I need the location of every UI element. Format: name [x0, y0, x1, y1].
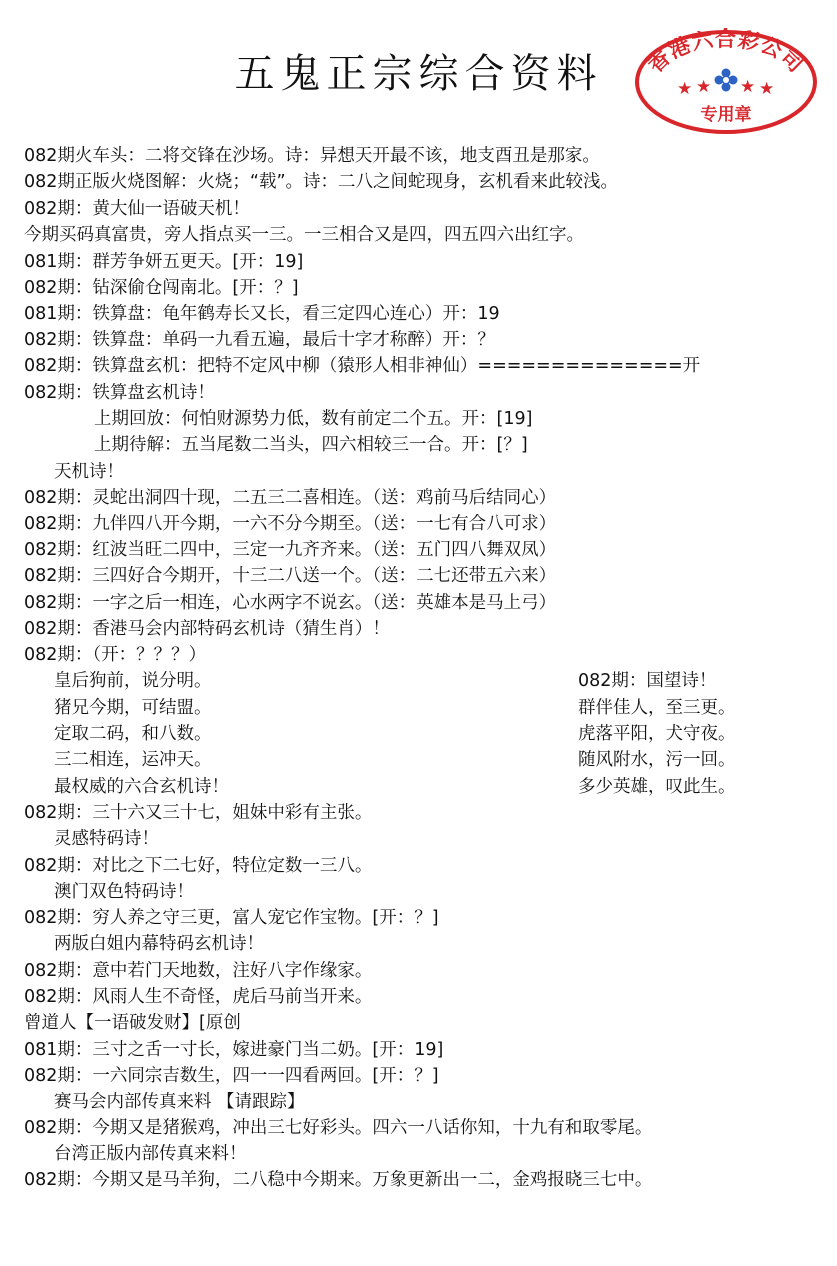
- text-line: 最权威的六合玄机诗！: [54, 777, 229, 797]
- text-line: 082期火车头：二将交锋在沙场。诗：异想天开最不该，地支酉丑是那家。: [24, 146, 600, 166]
- text-line: 082期：铁算盘玄机诗！: [24, 383, 215, 403]
- text-line: 赛马会内部传真来料 【请跟踪】: [54, 1092, 305, 1112]
- text-line: 灵感特码诗！: [54, 829, 159, 849]
- text-line: 081期：群芳争妍五更天。[开：19]: [24, 252, 304, 272]
- text-line: 082期：钻深偷仓闯南北。[开：？]: [24, 278, 299, 298]
- text-line: 082期：一六同宗吉数生，四一一四看两回。[开：？]: [24, 1066, 439, 1086]
- text-line: 今期买码真富贵，旁人指点买一三。一三相合又是四，四五四六出红字。: [24, 225, 584, 245]
- text-line: 082期：一字之后一相连，心水两字不说玄。（送：英雄本是马上弓）: [24, 593, 557, 613]
- text-line: 082期：意中若门天地数，注好八字作缘家。: [24, 961, 373, 981]
- page-title: 五鬼正宗综合资料: [234, 51, 603, 97]
- text-line: 082期：黄大仙一语破天机！: [24, 199, 250, 219]
- text-line: 澳门双色特码诗！: [54, 882, 194, 902]
- text-line: 081期：铁算盘：龟年鹤寿长又长，看三定四心连心）开：19: [24, 304, 500, 324]
- star-icon: ★: [740, 77, 756, 97]
- text-line: 定取二码，和八数。: [54, 724, 212, 744]
- text-line: 082期：今期又是猪猴鸡，冲出三七好彩头。四六一八话你知，十九有和取零尾。: [24, 1118, 653, 1138]
- text-line: 082期：（开：？？？）: [24, 645, 207, 665]
- text-line: 上期待解：五当尾数二当头，四六相较三一合。开：[？]: [94, 435, 528, 455]
- text-line: 082期：铁算盘玄机：把特不定风中柳（猿形人相非神仙）==============开: [24, 356, 701, 376]
- company-seal: [633, 28, 819, 136]
- text-line: 082期：穷人养之守三更，富人宠它作宝物。[开：？]: [24, 908, 439, 928]
- text-line: 082期：灵蛇出洞四十现，二五三二喜相连。（送：鸡前马后结同心）: [24, 488, 557, 508]
- star-icon: ★: [759, 79, 775, 99]
- text-line: 082期：今期又是马羊狗，二八稳中今期来。万象更新出一二，金鸡报晓三七中。: [24, 1170, 653, 1190]
- text-line: 082期：三四好合今期开，十三二八送一个。（送：二七还带五六来）: [24, 566, 557, 586]
- text-line: 台湾正版内部传真来料！: [54, 1144, 247, 1164]
- text-line: 082期正版火烧图解：火烧；“载”。诗：二八之间蛇现身，玄机看来此较浅。: [24, 172, 619, 192]
- text-line: 082期：九伴四八开今期，一六不分今期至。（送：一七有合八可求）: [24, 514, 557, 534]
- text-line: 082期：铁算盘：单码一九看五遍，最后十字才称醉）开：？: [24, 330, 495, 350]
- text-line: 皇后狗前，说分明。: [54, 671, 212, 691]
- text-line: 两版白姐内幕特码玄机诗！: [54, 934, 264, 954]
- poem-right-line: 随风附水，污一回。: [578, 750, 736, 770]
- text-line: 082期：三十六又三十七，姐妹中彩有主张。: [24, 803, 373, 823]
- text-line: 082期：对比之下二七好，特位定数一三八。: [24, 856, 373, 876]
- seal-top-textpath: 香港六合彩公司: [643, 28, 809, 78]
- text-line: 天机诗！: [54, 462, 124, 482]
- poem-right-line: 082期：国望诗！: [578, 671, 717, 691]
- text-line: 081期：三寸之舌一寸长，嫁进豪门当二奶。[开：19]: [24, 1040, 444, 1060]
- text-line: 082期：风雨人生不奇怪，虎后马前当开来。: [24, 987, 373, 1007]
- poem-right-line: 虎落平阳，犬守夜。: [578, 724, 736, 744]
- text-line: 猪兄今期，可结盟。: [54, 698, 212, 718]
- poem-right-line: 多少英雄，叹此生。: [578, 777, 736, 797]
- text-line: 曾道人【一语破发财】[原创: [24, 1013, 241, 1033]
- seal-bottom-text: 专用章: [700, 105, 752, 125]
- poem-right-line: 群伴佳人，至三更。: [578, 698, 736, 718]
- text-line: 三二相连，运冲天。: [54, 750, 212, 770]
- star-icon: ★: [677, 79, 693, 99]
- star-icon: ★: [696, 77, 712, 97]
- text-line: 082期：香港马会内部特码玄机诗（猜生肖）！: [24, 619, 390, 639]
- text-line: 上期回放：何怕财源势力低，数有前定二个五。开：[19]: [94, 409, 533, 429]
- text-line: 082期：红波当旺二四中，三定一九齐齐来。（送：五门四八舞双凤）: [24, 540, 557, 560]
